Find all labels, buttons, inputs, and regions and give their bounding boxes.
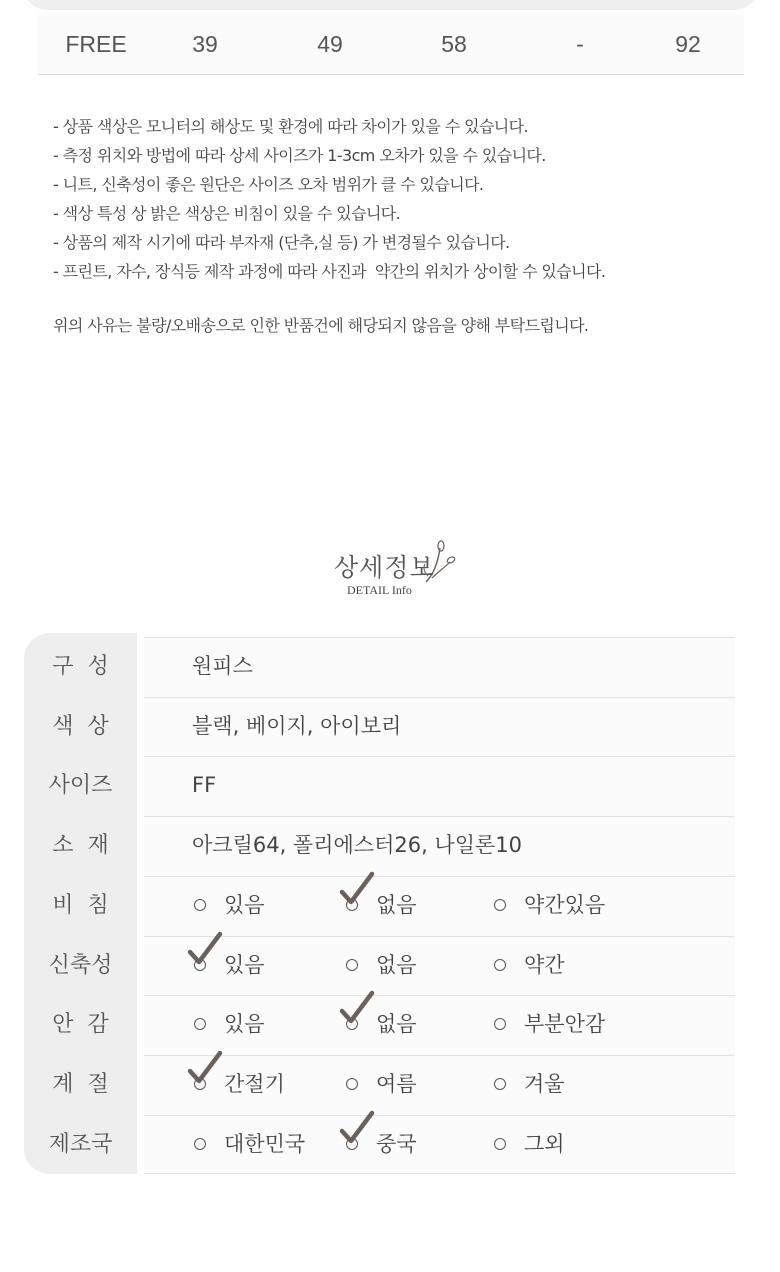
table-row <box>0 1115 780 1174</box>
option-label: 겨울 <box>524 1071 565 1096</box>
row-value: 아크릴64, 폴리에스터26, 나일론10 <box>192 833 523 858</box>
size-value-2: 49 <box>317 31 343 57</box>
checkmark-icon <box>186 930 226 970</box>
table-row <box>0 816 780 875</box>
option-label: 대한민국 <box>224 1131 306 1156</box>
size-value-5: 92 <box>675 31 701 57</box>
row-label: 색 상 <box>52 713 109 739</box>
size-label: FREE <box>65 31 127 57</box>
radio-circle-icon <box>494 899 506 911</box>
row-label: 안 감 <box>52 1012 109 1038</box>
closing-note: 위의 사유는 불량/오배송으로 인한 반품건에 해당되지 않음을 양해 부탁드립니다. <box>53 316 589 335</box>
table-row <box>0 876 780 935</box>
table-row <box>0 995 780 1054</box>
row-label: 계 절 <box>52 1071 109 1097</box>
radio-circle-icon <box>346 1078 358 1090</box>
size-value-1: 39 <box>192 31 218 57</box>
row-label: 사이즈 <box>48 773 113 799</box>
checkmark-icon <box>338 870 378 910</box>
row-label: 제조국 <box>48 1131 113 1157</box>
row-value-cell <box>144 756 735 816</box>
table-row <box>0 1055 780 1114</box>
size-value-3: 58 <box>441 31 467 57</box>
table-row <box>0 756 780 815</box>
option-label: 약간있음 <box>524 892 606 917</box>
leaf-sprig-icon <box>420 540 460 590</box>
option-label: 없음 <box>376 952 417 977</box>
option-label: 그외 <box>524 1131 565 1156</box>
option-label: 있음 <box>224 1012 265 1037</box>
option-label: 없음 <box>376 1012 417 1037</box>
notice-line: - 상품 색상은 모니터의 해상도 및 환경에 따라 차이가 있을 수 있습니다. <box>53 117 528 136</box>
row-label: 신축성 <box>48 952 113 978</box>
row-label: 소 재 <box>52 833 109 859</box>
size-table-row <box>38 14 744 75</box>
option-label: 있음 <box>224 952 265 977</box>
row-label: 비 침 <box>52 892 109 918</box>
detail-heading <box>0 540 780 610</box>
option-label: 부분안감 <box>524 1012 606 1037</box>
notice-line: - 상품의 제작 시기에 따라 부자재 (단추,실 등) 가 변경될수 있습니다. <box>53 233 510 252</box>
row-label: 구 성 <box>52 654 109 679</box>
radio-circle-icon <box>494 959 506 971</box>
option-label: 약간 <box>524 952 565 977</box>
radio-circle-icon <box>194 899 206 911</box>
table-bottom-border <box>144 1173 735 1174</box>
checkmark-icon <box>338 1109 378 1149</box>
checkmark-icon <box>186 1049 226 1089</box>
option-label: 있음 <box>224 892 265 917</box>
notice-line: - 측정 위치와 방법에 따라 상세 사이즈가 1-3cm 오차가 있을 수 있습니다. <box>53 146 546 165</box>
row-value: 블랙, 베이지, 아이보리 <box>192 713 402 738</box>
detail-title: 상세정보 <box>334 553 435 582</box>
checkmark-icon <box>338 989 378 1029</box>
notice-line: - 니트, 신축성이 좋은 원단은 사이즈 오차 범위가 클 수 있습니다. <box>53 175 484 194</box>
option-label: 중국 <box>376 1131 417 1156</box>
notice-line: - 프린트, 자수, 장식등 제작 과정에 따라 사진과 약간의 위치가 상이할 수 있습니다. <box>53 262 606 281</box>
notice-list <box>53 112 743 286</box>
option-label: 여름 <box>376 1071 417 1096</box>
option-label: 간절기 <box>224 1071 285 1096</box>
table-row <box>0 637 780 696</box>
notice-line: - 색상 특성 상 밝은 색상은 비침이 있을 수 있습니다. <box>53 204 401 223</box>
row-value: FF <box>192 773 217 798</box>
table-row <box>0 697 780 756</box>
radio-circle-icon <box>346 959 358 971</box>
table-row <box>0 936 780 995</box>
radio-circle-icon <box>494 1138 506 1150</box>
size-table-top-cap <box>22 0 760 10</box>
option-label: 없음 <box>376 892 417 917</box>
radio-circle-icon <box>194 1138 206 1150</box>
radio-circle-icon <box>494 1078 506 1090</box>
detail-subtitle: DETAIL Info <box>347 583 412 597</box>
size-value-4: - <box>576 31 584 57</box>
row-value: 원피스 <box>192 654 253 678</box>
